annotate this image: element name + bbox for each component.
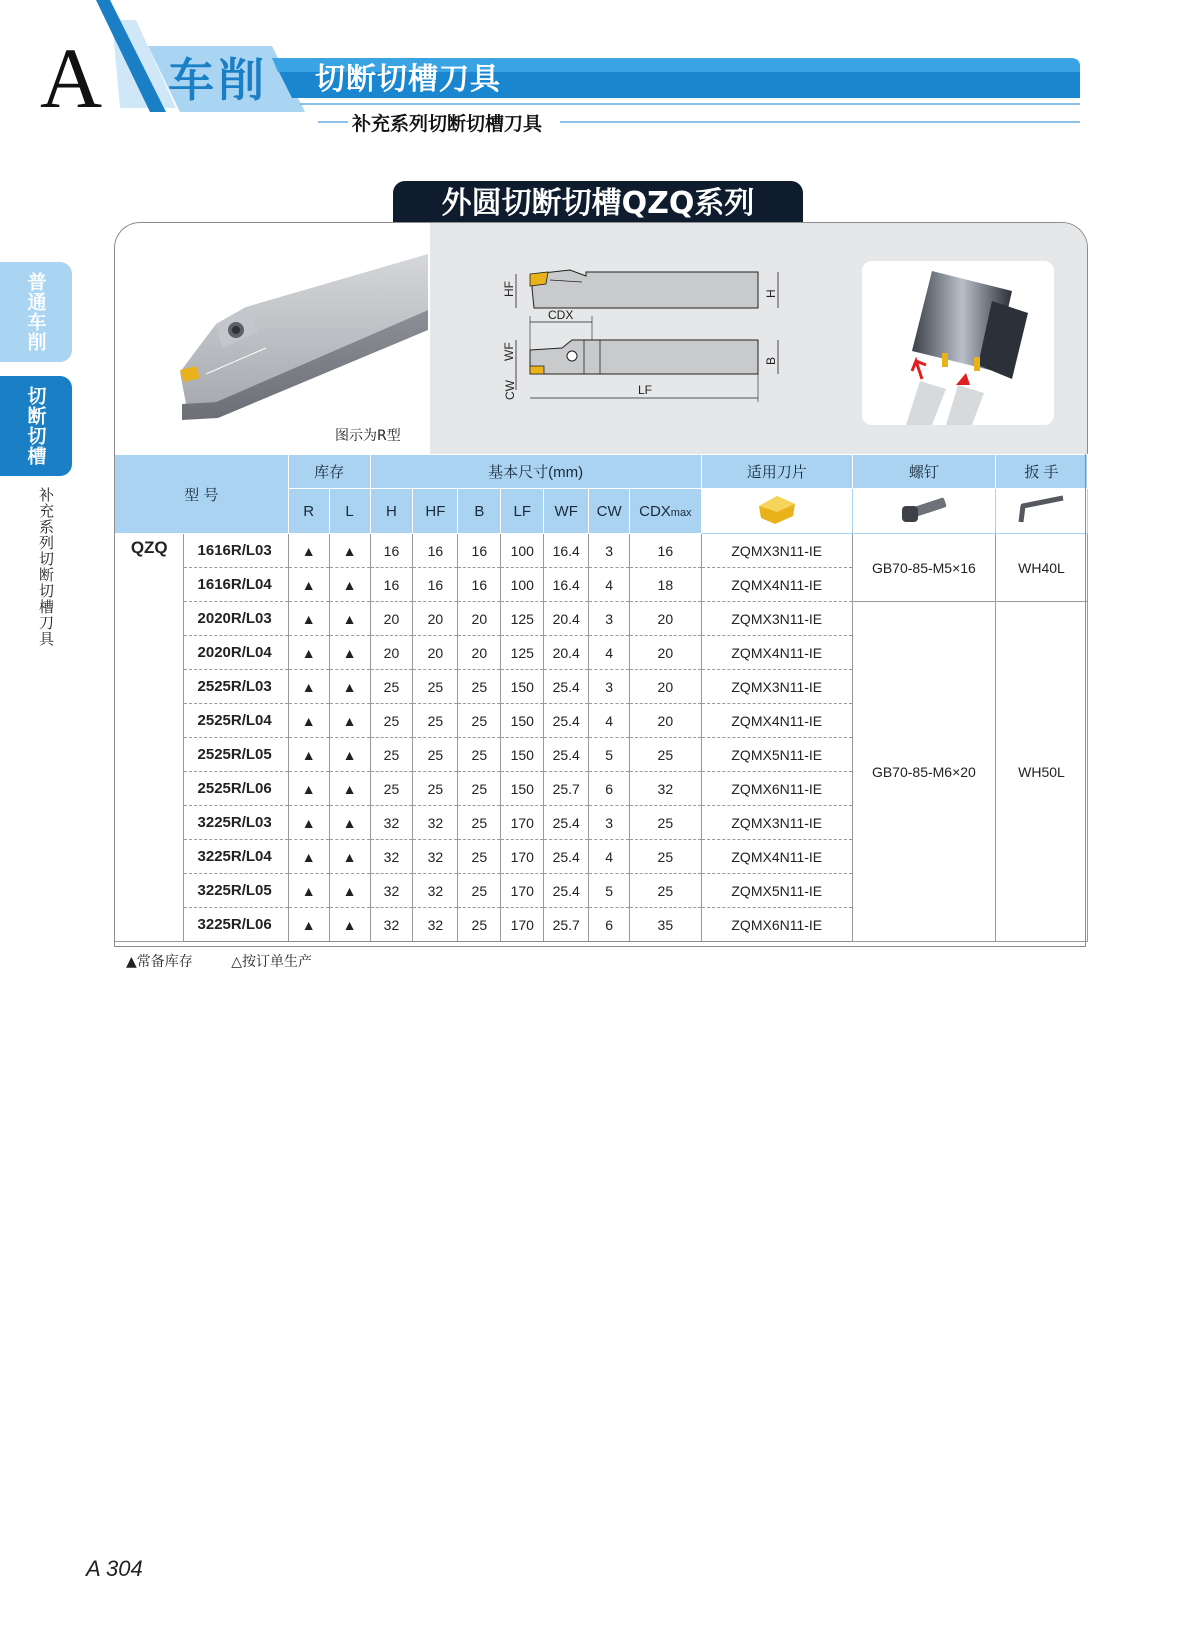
header-cw: CW bbox=[589, 489, 630, 534]
insert-cell: ZQMX4N11-IE bbox=[701, 840, 852, 874]
b-cell: 25 bbox=[458, 738, 501, 772]
lf-cell: 150 bbox=[501, 772, 544, 806]
hf-cell: 32 bbox=[413, 874, 458, 908]
r-cell: ▲ bbox=[288, 738, 329, 772]
cdx-cell: 25 bbox=[630, 738, 702, 772]
hf-cell: 25 bbox=[413, 704, 458, 738]
hf-cell: 20 bbox=[413, 636, 458, 670]
lf-cell: 150 bbox=[501, 704, 544, 738]
cdx-cell: 25 bbox=[630, 874, 702, 908]
lf-cell: 100 bbox=[501, 568, 544, 602]
h-cell: 16 bbox=[370, 568, 413, 602]
dim-label-cdx: CDX bbox=[548, 308, 574, 322]
model-cell: 1616R/L03 bbox=[184, 534, 288, 568]
subcategory-title: 补充系列切断切槽刀具 bbox=[348, 111, 546, 137]
cw-cell: 4 bbox=[589, 704, 630, 738]
wf-cell: 25.7 bbox=[544, 908, 589, 942]
insert-cell: ZQMX3N11-IE bbox=[701, 534, 852, 568]
lf-cell: 170 bbox=[501, 874, 544, 908]
cdx-cell: 20 bbox=[630, 602, 702, 636]
insert-icon-cell bbox=[701, 489, 852, 534]
model-cell: 3225R/L04 bbox=[184, 840, 288, 874]
header-cdx-label: CDX bbox=[639, 502, 671, 520]
header-hf: HF bbox=[413, 489, 458, 534]
model-cell: 3225R/L05 bbox=[184, 874, 288, 908]
spec-table bbox=[114, 454, 1088, 942]
insert-cell: ZQMX6N11-IE bbox=[701, 772, 852, 806]
hf-cell: 25 bbox=[413, 738, 458, 772]
r-cell: ▲ bbox=[288, 772, 329, 806]
r-cell: ▲ bbox=[288, 908, 329, 942]
model-cell: 2020R/L03 bbox=[184, 602, 288, 636]
cdx-cell: 18 bbox=[630, 568, 702, 602]
header-h: H bbox=[370, 489, 413, 534]
lf-cell: 125 bbox=[501, 636, 544, 670]
header-l: L bbox=[329, 489, 370, 534]
cw-cell: 3 bbox=[589, 806, 630, 840]
lf-cell: 170 bbox=[501, 840, 544, 874]
wf-cell: 25.4 bbox=[544, 670, 589, 704]
cw-cell: 4 bbox=[589, 568, 630, 602]
screw-cell: GB70-85-M5×16 bbox=[852, 534, 995, 602]
cw-cell: 5 bbox=[589, 738, 630, 772]
model-cell: 3225R/L03 bbox=[184, 806, 288, 840]
figure-caption: 图示为R型 bbox=[335, 428, 401, 444]
lf-cell: 170 bbox=[501, 908, 544, 942]
header-basic-dims: 基本尺寸(mm) bbox=[370, 455, 701, 489]
dim-label-b: B bbox=[764, 356, 778, 365]
legend-stocked: ▲常备库存 bbox=[126, 954, 193, 970]
cdx-cell: 16 bbox=[630, 534, 702, 568]
h-cell: 32 bbox=[370, 806, 413, 840]
insert-cell: ZQMX6N11-IE bbox=[701, 908, 852, 942]
tool-holder-image bbox=[176, 252, 431, 422]
hf-cell: 32 bbox=[413, 908, 458, 942]
b-cell: 16 bbox=[458, 534, 501, 568]
header-lf: LF bbox=[501, 489, 544, 534]
series-banner: 外圆切断切槽QZQ系列 bbox=[393, 181, 803, 226]
r-cell: ▲ bbox=[288, 534, 329, 568]
h-cell: 32 bbox=[370, 840, 413, 874]
hf-cell: 25 bbox=[413, 772, 458, 806]
cw-cell: 3 bbox=[589, 534, 630, 568]
lf-cell: 170 bbox=[501, 806, 544, 840]
hf-cell: 25 bbox=[413, 670, 458, 704]
r-cell: ▲ bbox=[288, 704, 329, 738]
h-cell: 25 bbox=[370, 670, 413, 704]
header-stock: 库存 bbox=[288, 455, 370, 489]
lf-cell: 100 bbox=[501, 534, 544, 568]
h-cell: 16 bbox=[370, 534, 413, 568]
wf-cell: 16.4 bbox=[544, 568, 589, 602]
application-photo bbox=[862, 261, 1054, 425]
r-cell: ▲ bbox=[288, 806, 329, 840]
dim-label-hf: HF bbox=[502, 281, 516, 297]
b-cell: 25 bbox=[458, 670, 501, 704]
insert-cell: ZQMX5N11-IE bbox=[701, 874, 852, 908]
lf-cell: 150 bbox=[501, 738, 544, 772]
b-cell: 25 bbox=[458, 772, 501, 806]
cdx-cell: 25 bbox=[630, 840, 702, 874]
model-cell: 2525R/L03 bbox=[184, 670, 288, 704]
cw-cell: 4 bbox=[589, 840, 630, 874]
header-cdx-sub: max bbox=[670, 506, 692, 519]
b-cell: 16 bbox=[458, 568, 501, 602]
table-row bbox=[115, 602, 1088, 636]
r-cell: ▲ bbox=[288, 874, 329, 908]
l-cell: ▲ bbox=[329, 874, 370, 908]
wrench-icon bbox=[1013, 492, 1069, 526]
b-cell: 25 bbox=[458, 874, 501, 908]
wf-cell: 25.4 bbox=[544, 874, 589, 908]
wf-cell: 25.4 bbox=[544, 840, 589, 874]
wf-cell: 20.4 bbox=[544, 636, 589, 670]
cw-cell: 6 bbox=[589, 772, 630, 806]
hf-cell: 20 bbox=[413, 602, 458, 636]
header-r: R bbox=[288, 489, 329, 534]
header-wrench: 扳 手 bbox=[995, 455, 1087, 489]
insert-cell: ZQMX4N11-IE bbox=[701, 636, 852, 670]
dim-label-cw: CW bbox=[503, 380, 517, 400]
hf-cell: 16 bbox=[413, 534, 458, 568]
header-cdx bbox=[630, 489, 702, 534]
h-cell: 32 bbox=[370, 908, 413, 942]
series-name: QZQ bbox=[115, 534, 184, 942]
b-cell: 25 bbox=[458, 806, 501, 840]
r-cell: ▲ bbox=[288, 636, 329, 670]
hf-cell: 32 bbox=[413, 806, 458, 840]
cw-cell: 3 bbox=[589, 602, 630, 636]
model-cell: 2525R/L06 bbox=[184, 772, 288, 806]
l-cell: ▲ bbox=[329, 602, 370, 636]
header-screw: 螺钉 bbox=[852, 455, 995, 489]
hf-cell: 16 bbox=[413, 568, 458, 602]
cw-cell: 3 bbox=[589, 670, 630, 704]
r-cell: ▲ bbox=[288, 568, 329, 602]
sidebar-sub-label: 补充系列切断切槽刀具 bbox=[37, 487, 55, 647]
cdx-cell: 25 bbox=[630, 806, 702, 840]
b-cell: 20 bbox=[458, 602, 501, 636]
cdx-cell: 35 bbox=[630, 908, 702, 942]
wf-cell: 25.7 bbox=[544, 772, 589, 806]
insert-cell: ZQMX3N11-IE bbox=[701, 670, 852, 704]
lf-cell: 125 bbox=[501, 602, 544, 636]
l-cell: ▲ bbox=[329, 772, 370, 806]
section-letter: A bbox=[40, 30, 103, 126]
screw-icon bbox=[898, 492, 950, 526]
sidebar-tab-label: 切断切槽 bbox=[24, 386, 47, 466]
table-row bbox=[115, 534, 1088, 568]
l-cell: ▲ bbox=[329, 806, 370, 840]
l-cell: ▲ bbox=[329, 568, 370, 602]
h-cell: 25 bbox=[370, 738, 413, 772]
cdx-cell: 20 bbox=[630, 670, 702, 704]
insert-cell: ZQMX4N11-IE bbox=[701, 704, 852, 738]
insert-cell: ZQMX3N11-IE bbox=[701, 602, 852, 636]
lf-cell: 150 bbox=[501, 670, 544, 704]
b-cell: 25 bbox=[458, 908, 501, 942]
l-cell: ▲ bbox=[329, 908, 370, 942]
sidebar-tab-label: 普通车削 bbox=[24, 272, 47, 352]
cw-cell: 5 bbox=[589, 874, 630, 908]
page-number: A 304 bbox=[86, 1556, 143, 1581]
screw-icon-cell bbox=[852, 489, 995, 534]
insert-cell: ZQMX4N11-IE bbox=[701, 568, 852, 602]
wf-cell: 25.4 bbox=[544, 738, 589, 772]
cw-cell: 6 bbox=[589, 908, 630, 942]
category-title: 切断切槽刀具 bbox=[315, 62, 501, 97]
insert-cell: ZQMX3N11-IE bbox=[701, 806, 852, 840]
dim-label-h: H bbox=[764, 289, 778, 298]
cw-cell: 4 bbox=[589, 636, 630, 670]
l-cell: ▲ bbox=[329, 636, 370, 670]
l-cell: ▲ bbox=[329, 534, 370, 568]
h-cell: 32 bbox=[370, 874, 413, 908]
cdx-cell: 20 bbox=[630, 636, 702, 670]
header-model: 型 号 bbox=[115, 455, 289, 534]
dim-label-lf: LF bbox=[638, 383, 653, 397]
dimension-drawing bbox=[492, 260, 792, 420]
r-cell: ▲ bbox=[288, 602, 329, 636]
cdx-cell: 20 bbox=[630, 704, 702, 738]
model-cell: 2020R/L04 bbox=[184, 636, 288, 670]
l-cell: ▲ bbox=[329, 840, 370, 874]
hf-cell: 32 bbox=[413, 840, 458, 874]
header-b: B bbox=[458, 489, 501, 534]
header-wf: WF bbox=[544, 489, 589, 534]
l-cell: ▲ bbox=[329, 738, 370, 772]
insert-icon bbox=[755, 492, 799, 526]
wf-cell: 16.4 bbox=[544, 534, 589, 568]
wrench-icon-cell bbox=[995, 489, 1087, 534]
b-cell: 20 bbox=[458, 636, 501, 670]
legend-to-order: △按订单生产 bbox=[231, 954, 313, 970]
l-cell: ▲ bbox=[329, 670, 370, 704]
wf-cell: 25.4 bbox=[544, 704, 589, 738]
b-cell: 25 bbox=[458, 840, 501, 874]
wrench-cell: WH50L bbox=[995, 602, 1087, 942]
h-cell: 20 bbox=[370, 636, 413, 670]
sidebar-tab-general-turning[interactable] bbox=[0, 262, 72, 362]
r-cell: ▲ bbox=[288, 670, 329, 704]
h-cell: 25 bbox=[370, 704, 413, 738]
model-cell: 3225R/L06 bbox=[184, 908, 288, 942]
section-title: 车削 bbox=[168, 53, 268, 107]
dim-label-wf: WF bbox=[502, 342, 516, 361]
model-cell: 1616R/L04 bbox=[184, 568, 288, 602]
header-insert: 适用刀片 bbox=[701, 455, 852, 489]
model-cell: 2525R/L05 bbox=[184, 738, 288, 772]
b-cell: 25 bbox=[458, 704, 501, 738]
h-cell: 25 bbox=[370, 772, 413, 806]
cdx-cell: 32 bbox=[630, 772, 702, 806]
insert-cell: ZQMX5N11-IE bbox=[701, 738, 852, 772]
l-cell: ▲ bbox=[329, 704, 370, 738]
wf-cell: 20.4 bbox=[544, 602, 589, 636]
h-cell: 20 bbox=[370, 602, 413, 636]
legend bbox=[126, 951, 346, 971]
model-cell: 2525R/L04 bbox=[184, 704, 288, 738]
wrench-cell: WH40L bbox=[995, 534, 1087, 602]
r-cell: ▲ bbox=[288, 840, 329, 874]
wf-cell: 25.4 bbox=[544, 806, 589, 840]
sidebar-tab-parting-grooving[interactable] bbox=[0, 376, 72, 476]
screw-cell: GB70-85-M6×20 bbox=[852, 602, 995, 942]
